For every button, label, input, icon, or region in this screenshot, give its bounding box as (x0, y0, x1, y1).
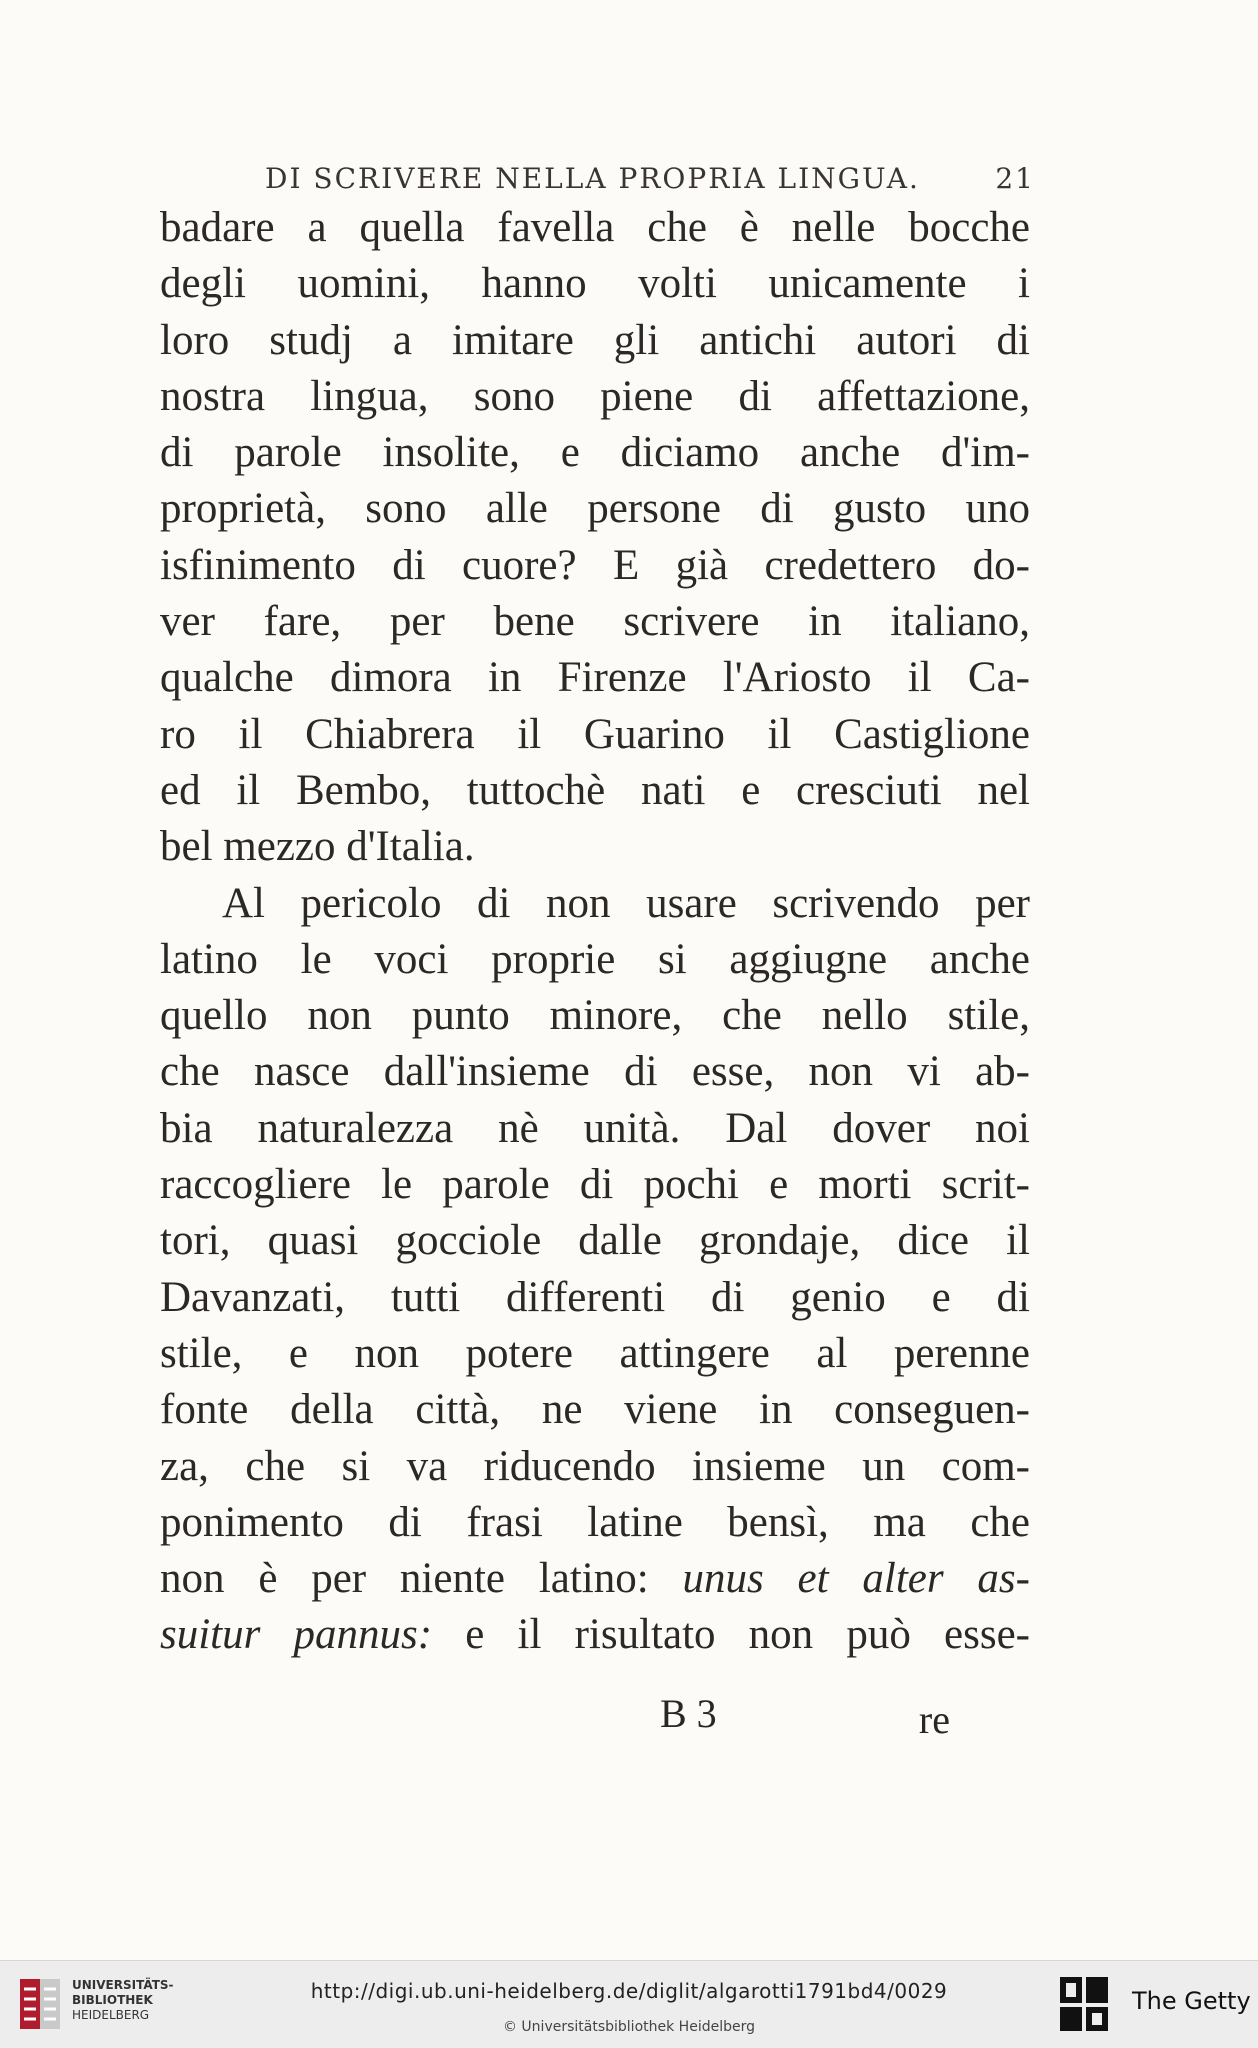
text-line: ponimento di frasi latine bensì, ma che (160, 1498, 1030, 1546)
text-line: ed il Bembo, tuttochè nati e cresciuti nel (160, 766, 1030, 814)
running-head (265, 162, 1035, 195)
text-line: latino le voci proprie si aggiugne anche (160, 935, 1030, 983)
running-head-title: DI SCRIVERE NELLA PROPRIA LINGUA. (265, 162, 920, 195)
library-name-line: HEIDELBERG (72, 2008, 150, 2022)
text-line: quello non punto minore, che nello stile, (160, 992, 1030, 1040)
text-line: fonte della città, ne viene in conseguen- (160, 1386, 1030, 1434)
text-line: badare a quella favella che è nelle bocche (160, 204, 1030, 251)
signature-mark: B 3 (660, 1691, 717, 1736)
text-line: degli uomini, hanno volti unicamente i (160, 260, 1030, 308)
text-line: che nasce dall'insieme di esse, non vi ab- (160, 1048, 1030, 1096)
copyright-notice: © Universitätsbibliothek Heidelberg (502, 2019, 755, 2035)
italic-quote: suitur pannus: (160, 1611, 433, 1659)
text-line: loro studj a imitare gli antichi autori di (160, 316, 1030, 364)
getty-label: The Getty (1132, 1987, 1251, 2015)
italic-quote: unus et alter as- (682, 1555, 1030, 1603)
text-line: qualche dimora in Firenze l'Ariosto il Ca- (160, 654, 1030, 702)
text-run: non è per niente latino: (160, 1555, 683, 1603)
viewer-footer-bar (0, 1960, 1258, 2048)
permalink-url[interactable]: http://digi.ub.uni-heidelberg.de/diglit/algarotti1791bd4/0029 (310, 1979, 948, 2003)
catchword: re (918, 1697, 950, 1742)
text-line: raccogliere le parole di pochi e morti scrit- (160, 1161, 1030, 1209)
text-line: bia naturalezza nè unità. Dal dover noi (160, 1104, 1030, 1152)
text-line: isfinimento di cuore? E già credettero do- (160, 541, 1030, 589)
text-line: stile, e non potere attingere al perenne (160, 1329, 1030, 1377)
text-line: ro il Chiabrera il Guarino il Castiglione (160, 710, 1030, 758)
text-line: Al pericolo di non usare scrivendo per (222, 879, 1030, 927)
getty-logo-icon[interactable] (1058, 1975, 1110, 2033)
text-line: bel mezzo d'Italia. (160, 823, 475, 871)
text-line: Davanzati, tutti differenti di genio e di (160, 1273, 1030, 1321)
text-run: e il risultato non può esse- (432, 1611, 1030, 1659)
page-number: 21 (995, 162, 1035, 195)
text-line: za, che si va riducendo insieme un com- (160, 1442, 1030, 1490)
body-text (160, 200, 1030, 1664)
library-name-line: UNIVERSITÄTS- (72, 1978, 174, 1992)
text-line: nostra lingua, sono piene di affettazione, (160, 372, 1030, 420)
library-name-line: BIBLIOTHEK (72, 1993, 153, 2007)
text-line: di parole insolite, e diciamo anche d'im- (160, 429, 1030, 477)
text-line (160, 1607, 1030, 1663)
text-line: proprietà, sono alle persone di gusto uno (160, 485, 1030, 533)
text-line (160, 1551, 1030, 1607)
text-line: ver fare, per bene scrivere in italiano, (160, 598, 1030, 646)
text-line: tori, quasi gocciole dalle grondaje, dice il (160, 1217, 1030, 1265)
